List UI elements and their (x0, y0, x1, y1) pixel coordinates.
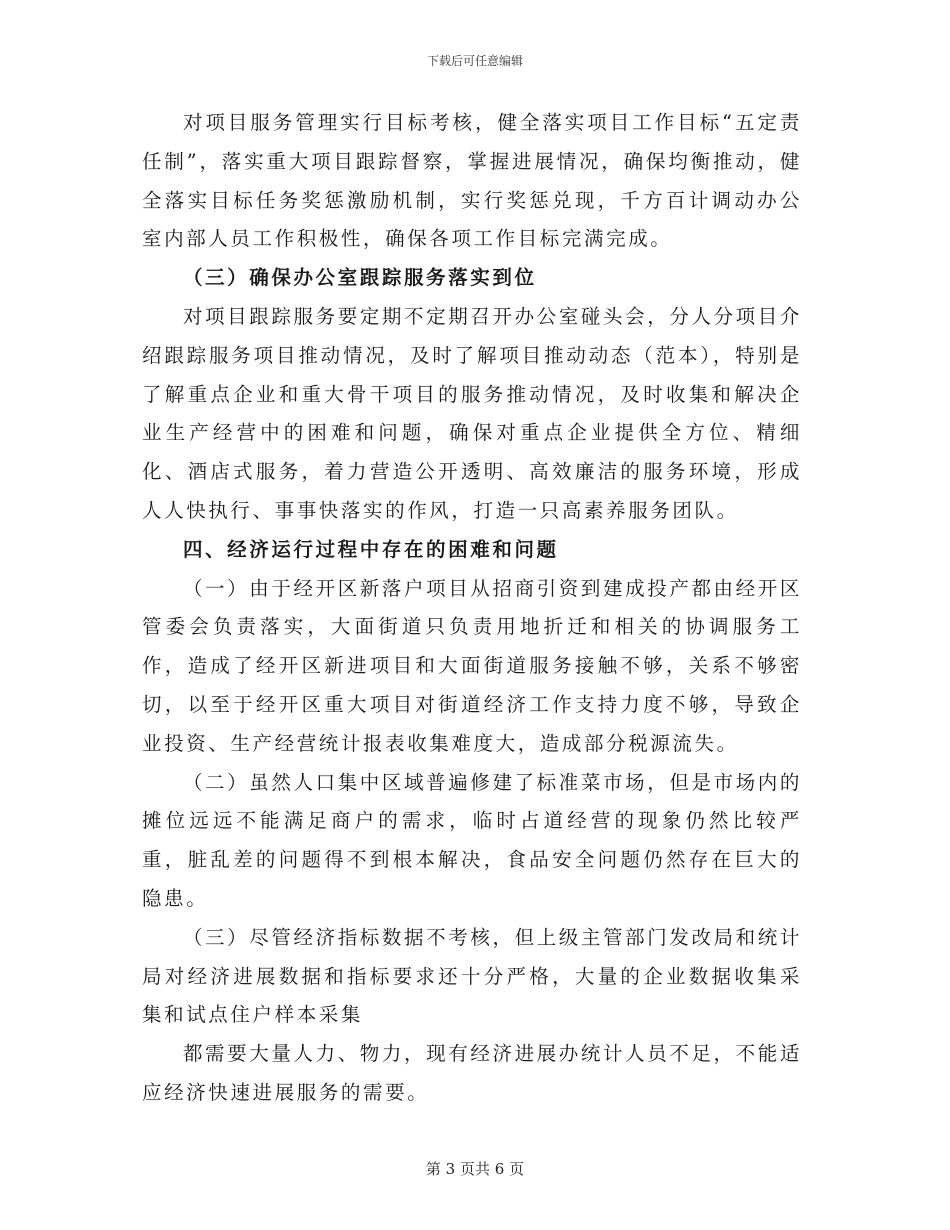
paragraph-problem-3-cont: 都需要大量人力、物力，现有经济进展办统计人员不足，不能适应经济快速进展服务的需要。 (142, 1042, 802, 1104)
section-heading-problems: 四、经济运行过程中存在的困难和问题 (182, 537, 559, 561)
paragraph-problem-3: （三）尽管经济指标数据不考核，但上级主管部门发改局和统计局对经济进展数据和指标要求还十分严格，大量的企业数据收集采集和试点住户样本采集 (142, 925, 802, 1027)
paragraph-problem-1: （一）由于经开区新落户项目从招商引资到建成投产都由经开区管委会负责落实，大面街道只负责用地折迁和相关的协调服务工作，造成了经开区新进项目和大面街道服务接触不够，关系不够密切，以至于经开区重大项目对街道经济工作支持力度不够，导致企业投资、生产经营统计报表收集难度大，造成部分税源流失。 (142, 576, 802, 755)
paragraph-targets: 对项目服务管理实行目标考核，健全落实项目工作目标“五定责任制”，落实重大项目跟踪督察，掌握进展情况，确保均衡推动，健全落实目标任务奖惩激励机制，实行奖惩兑现，千方百计调动办公室内部人员工作积极性，确保各项工作目标完满完成。 (142, 111, 802, 251)
paragraph-problem-2: （二）虽然人口集中区域普遍修建了标准菜市场，但是市场内的摊位远远不能满足商户的需求，临时占道经营的现象仍然比较严重，脏乱差的问题得不到根本解决，食品安全问题仍然存在巨大的隐患。 (142, 770, 802, 910)
section-heading-tracking: （三）确保办公室跟踪服务落实到位 (182, 266, 537, 290)
page-footer: 第 3 页共 6 页 (425, 1160, 525, 1178)
paragraph-tracking-service: 对项目跟踪服务要定期不定期召开办公室碰头会，分人分项目介绍跟踪服务项目推动情况，及时了解项目推动动态（范本），特别是了解重点企业和重大骨干项目的服务推动情况，及时收集和解决企业生产经营中的困难和问题，确保对重点企业提供全方位、精细化、酒店式服务，着力营造公开透明、高效廉洁的服务环境，形成人人快执行、事事快落实的作风，打造一只高素养服务团队。 (142, 304, 802, 522)
page-header: 下载后可任意编辑 (426, 54, 523, 68)
document-body (142, 104, 802, 1113)
